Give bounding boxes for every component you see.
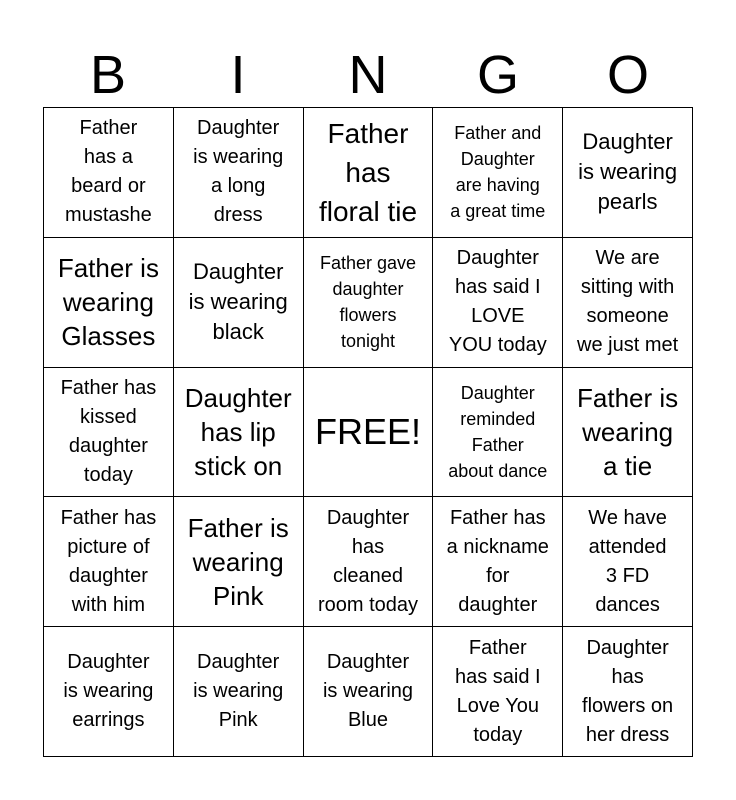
bingo-cell[interactable] bbox=[174, 627, 304, 757]
cell-text: Father gave daughter flowers tonight bbox=[319, 253, 417, 352]
cell-text: Father has kissed daughter today bbox=[60, 376, 157, 486]
bingo-cell[interactable] bbox=[44, 368, 174, 498]
cell-text: Father and Daughter are having a great time bbox=[450, 123, 546, 222]
bingo-cell[interactable] bbox=[433, 108, 563, 238]
bingo-card-grid bbox=[43, 107, 693, 757]
cell-text: We have attended 3 FD dances bbox=[588, 506, 667, 616]
bingo-cell[interactable] bbox=[433, 627, 563, 757]
bingo-cell[interactable] bbox=[433, 497, 563, 627]
header-letter-b: B bbox=[89, 45, 127, 105]
cell-text: Father has a nickname for daughter bbox=[446, 506, 549, 616]
cell-text: Father has a beard or mustashe bbox=[65, 117, 152, 227]
cell-text: Daughter has lip stick on bbox=[184, 382, 292, 481]
free-space-text: FREE! bbox=[314, 410, 421, 452]
cell-text: Daughter is wearing black bbox=[188, 259, 288, 345]
cell-text: Father has said I Love You today bbox=[454, 636, 541, 746]
free-space-cell[interactable] bbox=[304, 368, 434, 498]
bingo-cell[interactable] bbox=[44, 627, 174, 757]
cell-text: Father has picture of daughter with him bbox=[60, 506, 157, 616]
cell-text: Daughter has cleaned room today bbox=[317, 506, 419, 616]
bingo-cell[interactable] bbox=[174, 497, 304, 627]
bingo-cell[interactable] bbox=[174, 108, 304, 238]
bingo-cell[interactable] bbox=[304, 497, 434, 627]
cell-text: Daughter has flowers on her dress bbox=[582, 636, 674, 746]
bingo-cell[interactable] bbox=[44, 238, 174, 368]
cell-text: Father is wearing a tie bbox=[577, 382, 679, 481]
cell-text: Daughter reminded Father about dance bbox=[448, 382, 548, 481]
bingo-cell[interactable] bbox=[44, 497, 174, 627]
bingo-header bbox=[43, 44, 693, 106]
header-letter-o: O bbox=[606, 45, 649, 105]
header-letter-i: I bbox=[230, 45, 246, 105]
cell-text: Daughter is wearing pearls bbox=[578, 129, 678, 215]
header-letter-g: G bbox=[476, 45, 519, 105]
cell-text: We are sitting with someone we just met bbox=[577, 247, 679, 357]
bingo-cell[interactable] bbox=[174, 238, 304, 368]
cell-text: Father has floral tie bbox=[318, 117, 418, 227]
cell-text: Father is wearing Pink bbox=[187, 512, 289, 611]
bingo-cell[interactable] bbox=[433, 238, 563, 368]
bingo-cell[interactable] bbox=[563, 497, 693, 627]
cell-text: Daughter is wearing Blue bbox=[322, 651, 414, 732]
bingo-cell[interactable] bbox=[44, 108, 174, 238]
bingo-cell[interactable] bbox=[563, 368, 693, 498]
bingo-cell[interactable] bbox=[304, 627, 434, 757]
bingo-cell[interactable] bbox=[304, 108, 434, 238]
bingo-cell[interactable] bbox=[563, 627, 693, 757]
cell-text: Daughter is wearing a long dress bbox=[193, 117, 284, 227]
cell-text: Daughter is wearing Pink bbox=[193, 651, 284, 732]
bingo-cell[interactable] bbox=[563, 238, 693, 368]
bingo-cell[interactable] bbox=[174, 368, 304, 498]
cell-text: Daughter is wearing earrings bbox=[63, 651, 154, 732]
header-letter-n: N bbox=[348, 45, 388, 105]
bingo-cell[interactable] bbox=[433, 368, 563, 498]
cell-text: Daughter has said I LOVE YOU today bbox=[448, 247, 547, 357]
bingo-cell[interactable] bbox=[304, 238, 434, 368]
bingo-cell[interactable] bbox=[563, 108, 693, 238]
cell-text: Father is wearing Glasses bbox=[57, 253, 159, 352]
